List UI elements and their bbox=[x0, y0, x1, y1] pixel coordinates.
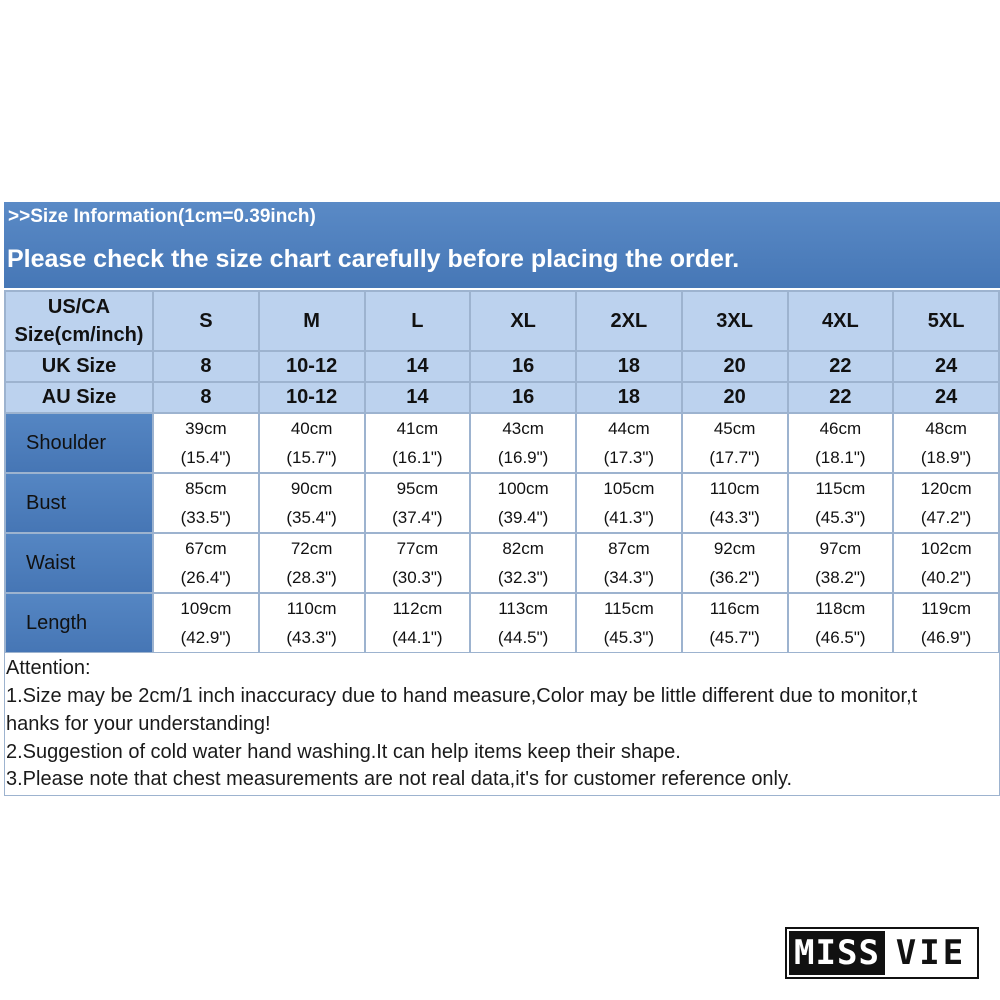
au-size-cell: 14 bbox=[365, 382, 471, 413]
uk-size-cell: 8 bbox=[153, 351, 259, 382]
measurement-cell bbox=[576, 473, 682, 533]
uk-size-cell: 16 bbox=[470, 351, 576, 382]
measurement-inch: (44.5") bbox=[497, 628, 549, 647]
measurement-inch: (37.4") bbox=[392, 508, 443, 527]
measurement-row-bust bbox=[5, 473, 999, 533]
uk-size-cell: 20 bbox=[682, 351, 788, 382]
measurement-row-length bbox=[5, 593, 999, 653]
measurement-inch: (38.2") bbox=[815, 568, 866, 587]
measurement-inch: (16.9") bbox=[497, 448, 549, 467]
measurement-inch: (46.9") bbox=[920, 628, 972, 647]
size-chart bbox=[4, 202, 1000, 796]
measurement-cm: 82cm bbox=[502, 539, 544, 558]
measurement-inch: (41.3") bbox=[603, 508, 655, 527]
measurement-inch: (36.2") bbox=[709, 568, 760, 587]
size-info-heading: >>Size Information(1cm=0.39inch) bbox=[8, 206, 316, 227]
measurement-inch: (45.7") bbox=[709, 628, 760, 647]
measurement-cell bbox=[470, 593, 576, 653]
measurement-cell bbox=[153, 413, 259, 473]
measurement-cm: 77cm bbox=[396, 539, 439, 558]
measurement-cm: 48cm bbox=[925, 419, 967, 438]
measurement-cell bbox=[470, 413, 576, 473]
header-banner bbox=[4, 202, 1000, 288]
measurement-label: Length bbox=[5, 593, 153, 653]
uk-size-cell: 14 bbox=[365, 351, 471, 382]
measurement-cm: 115cm bbox=[815, 479, 866, 498]
measurement-cell bbox=[153, 593, 259, 653]
measurement-inch: (15.7") bbox=[286, 448, 337, 467]
measurement-inch: (18.1") bbox=[815, 448, 866, 467]
measurement-cell bbox=[365, 593, 471, 653]
measurement-cell bbox=[259, 593, 365, 653]
measurement-inch: (35.4") bbox=[286, 508, 337, 527]
measurement-label: Bust bbox=[5, 473, 153, 533]
measurement-cm: 72cm bbox=[290, 539, 333, 558]
measurement-cm: 113cm bbox=[498, 599, 548, 618]
measurement-inch: (40.2") bbox=[920, 568, 972, 587]
measurement-label: Waist bbox=[5, 533, 153, 593]
au-size-cell: 22 bbox=[788, 382, 894, 413]
measurement-cm: 120cm bbox=[920, 479, 972, 498]
measurement-inch: (43.3") bbox=[286, 628, 337, 647]
measurement-inch: (16.1") bbox=[392, 448, 443, 467]
measurement-cell bbox=[682, 413, 788, 473]
measurement-row-shoulder bbox=[5, 413, 999, 473]
measurement-cm: 100cm bbox=[497, 479, 549, 498]
note-2: 2.Suggestion of cold water hand washing.It can help items keep their shape. bbox=[6, 741, 681, 763]
us-size-label-line1: US/CA bbox=[47, 296, 111, 318]
uk-size-cell: 18 bbox=[576, 351, 682, 382]
measurement-cell bbox=[365, 413, 471, 473]
measurement-cell bbox=[788, 413, 894, 473]
us-size-cell: 3XL bbox=[682, 291, 788, 351]
uk-size-cell: 22 bbox=[788, 351, 894, 382]
measurement-cm: 95cm bbox=[396, 479, 439, 498]
measurement-cell bbox=[153, 533, 259, 593]
measurement-cell bbox=[470, 473, 576, 533]
measurement-cm: 92cm bbox=[713, 539, 756, 558]
measurement-cell bbox=[682, 533, 788, 593]
measurement-cell bbox=[893, 533, 999, 593]
measurement-cell bbox=[470, 533, 576, 593]
measurement-cm: 40cm bbox=[290, 419, 333, 438]
uk-size-cell: 24 bbox=[893, 351, 999, 382]
check-size-instruction: Please check the size chart carefully before placing the order. bbox=[7, 245, 740, 273]
measurement-cm: 116cm bbox=[709, 599, 760, 618]
measurement-cm: 45cm bbox=[713, 419, 756, 438]
measurement-inch: (15.4") bbox=[180, 448, 232, 467]
au-size-cell: 18 bbox=[576, 382, 682, 413]
missvie-logo bbox=[785, 927, 979, 979]
measurement-cm: 109cm bbox=[180, 599, 232, 618]
measurement-cell bbox=[788, 473, 894, 533]
us-size-label bbox=[5, 291, 153, 351]
measurement-inch: (47.2") bbox=[920, 508, 972, 527]
measurement-cm: 102cm bbox=[920, 539, 972, 558]
measurement-inch: (28.3") bbox=[286, 568, 337, 587]
measurement-row-waist bbox=[5, 533, 999, 593]
measurement-cm: 90cm bbox=[290, 479, 333, 498]
measurement-inch: (46.5") bbox=[815, 628, 866, 647]
measurement-cell bbox=[259, 413, 365, 473]
measurement-inch: (42.9") bbox=[180, 628, 232, 647]
attention-heading: Attention: bbox=[6, 657, 91, 679]
uk-size-row bbox=[5, 351, 999, 382]
measurement-cm: 105cm bbox=[603, 479, 655, 498]
us-size-label-line2: Size(cm/inch) bbox=[14, 324, 144, 346]
measurement-inch: (18.9") bbox=[920, 448, 972, 467]
measurement-inch: (45.3") bbox=[815, 508, 866, 527]
measurement-cm: 87cm bbox=[608, 539, 650, 558]
measurement-cell bbox=[893, 413, 999, 473]
measurement-cell bbox=[893, 593, 999, 653]
measurement-cm: 85cm bbox=[185, 479, 227, 498]
uk-size-cell: 10-12 bbox=[259, 351, 365, 382]
measurement-cm: 44cm bbox=[608, 419, 650, 438]
measurement-cm: 39cm bbox=[185, 419, 227, 438]
note-1-line-2: hanks for your understanding! bbox=[6, 713, 271, 735]
au-size-row bbox=[5, 382, 999, 413]
measurement-cm: 110cm bbox=[286, 599, 337, 618]
measurement-cell bbox=[788, 533, 894, 593]
measurement-cell bbox=[576, 413, 682, 473]
measurement-cell bbox=[576, 533, 682, 593]
measurement-cell bbox=[576, 593, 682, 653]
us-size-cell: 4XL bbox=[788, 291, 894, 351]
measurement-inch: (32.3") bbox=[497, 568, 549, 587]
measurement-inch: (17.7") bbox=[709, 448, 760, 467]
measurement-inch: (39.4") bbox=[497, 508, 549, 527]
attention-notes bbox=[4, 652, 1000, 796]
measurement-inch: (44.1") bbox=[392, 628, 443, 647]
us-size-cell: XL bbox=[470, 291, 576, 351]
measurement-cell bbox=[365, 473, 471, 533]
note-1-line-1: 1.Size may be 2cm/1 inch inaccuracy due to hand measure,Color may be little different due to monitor,t bbox=[6, 685, 918, 707]
au-size-cell: 24 bbox=[893, 382, 999, 413]
measurement-inch: (26.4") bbox=[180, 568, 232, 587]
measurement-cell bbox=[153, 473, 259, 533]
us-size-cell: 2XL bbox=[576, 291, 682, 351]
size-table bbox=[4, 290, 1000, 654]
measurement-inch: (33.5") bbox=[180, 508, 232, 527]
measurement-cm: 118cm bbox=[815, 599, 866, 618]
us-size-cell: S bbox=[153, 291, 259, 351]
au-size-cell: 20 bbox=[682, 382, 788, 413]
measurement-cm: 119cm bbox=[921, 599, 971, 618]
au-size-cell: 8 bbox=[153, 382, 259, 413]
note-3: 3.Please note that chest measurements are not real data,it's for customer reference only. bbox=[6, 768, 793, 790]
measurement-label: Shoulder bbox=[5, 413, 153, 473]
measurement-cell bbox=[682, 593, 788, 653]
measurement-cell bbox=[365, 533, 471, 593]
measurement-inch: (30.3") bbox=[392, 568, 443, 587]
measurement-cell bbox=[893, 473, 999, 533]
measurement-cm: 115cm bbox=[603, 599, 654, 618]
us-size-cell: 5XL bbox=[893, 291, 999, 351]
measurement-cell bbox=[682, 473, 788, 533]
measurement-cm: 97cm bbox=[819, 539, 862, 558]
measurement-inch: (43.3") bbox=[709, 508, 760, 527]
au-size-cell: 10-12 bbox=[259, 382, 365, 413]
uk-size-label: UK Size bbox=[5, 351, 153, 382]
measurement-inch: (45.3") bbox=[603, 628, 655, 647]
logo-miss: MISS bbox=[789, 931, 885, 975]
measurement-cm: 43cm bbox=[502, 419, 544, 438]
measurement-inch: (17.3") bbox=[603, 448, 655, 467]
measurement-inch: (34.3") bbox=[603, 568, 655, 587]
us-size-cell: M bbox=[259, 291, 365, 351]
measurement-cell bbox=[259, 533, 365, 593]
au-size-cell: 16 bbox=[470, 382, 576, 413]
measurement-cell bbox=[259, 473, 365, 533]
au-size-label: AU Size bbox=[5, 382, 153, 413]
measurement-cm: 41cm bbox=[396, 419, 439, 438]
measurement-cm: 112cm bbox=[392, 599, 443, 618]
measurement-cm: 46cm bbox=[819, 419, 862, 438]
us-size-row bbox=[5, 291, 999, 351]
measurement-cm: 67cm bbox=[185, 539, 227, 558]
measurement-cm: 110cm bbox=[709, 479, 760, 498]
us-size-cell: L bbox=[365, 291, 471, 351]
measurement-cell bbox=[788, 593, 894, 653]
logo-vie: VIE bbox=[895, 933, 967, 973]
